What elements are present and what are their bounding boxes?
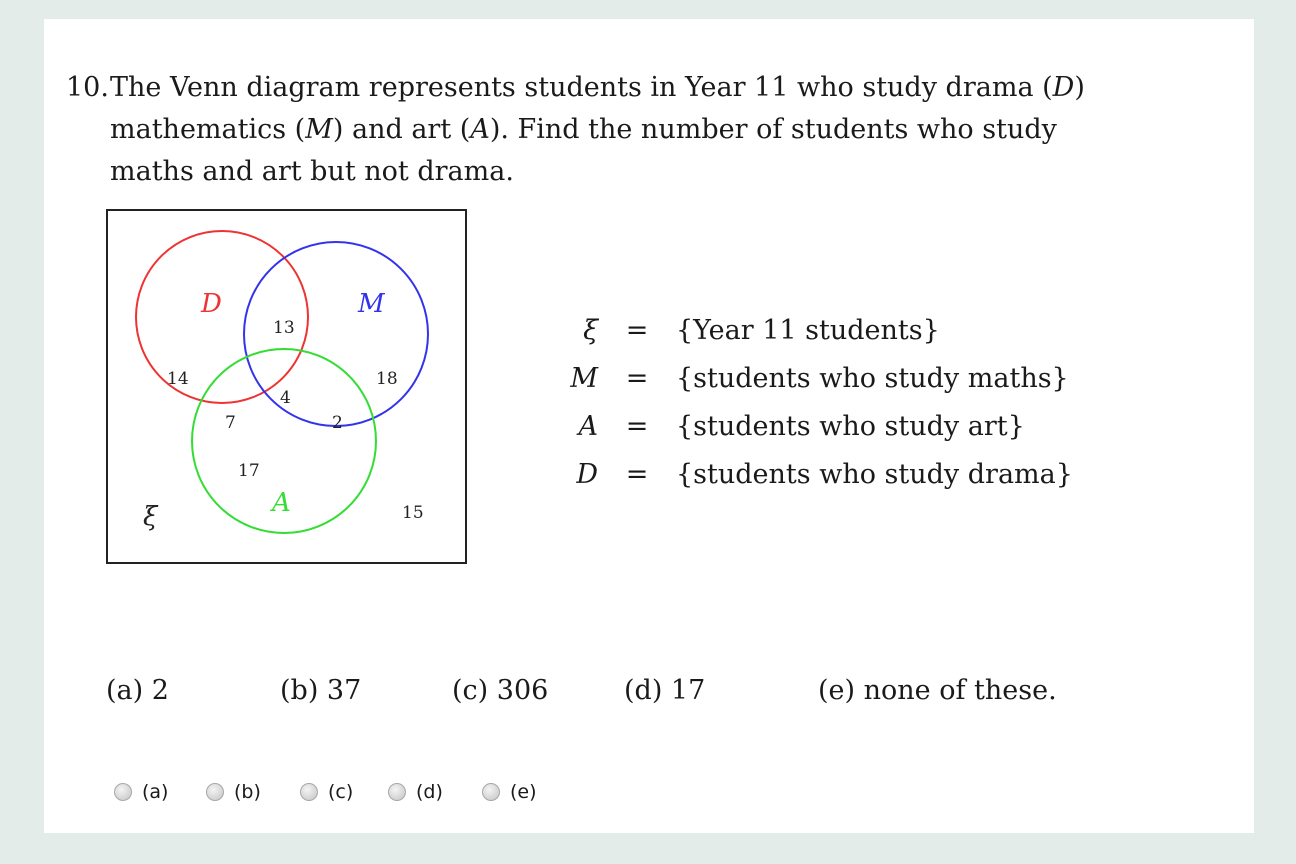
- radio-option-d[interactable]: [388, 781, 443, 803]
- definition-symbol: A: [578, 411, 598, 442]
- radio-option-b[interactable]: [206, 781, 261, 803]
- definition-row-drama: [544, 451, 1073, 499]
- question-number: 10.: [66, 72, 109, 103]
- answer-choices: [106, 675, 1206, 715]
- question-line-2-mid: ) and art (: [332, 114, 471, 145]
- definition-row-art: [544, 403, 1073, 451]
- venn-region-m-a: 2: [332, 413, 343, 433]
- question-card: [44, 19, 1254, 833]
- radio-button-a[interactable]: [114, 783, 132, 801]
- radio-button-d[interactable]: [388, 783, 406, 801]
- set-definitions: [544, 307, 1073, 499]
- venn-region-d-a: 7: [225, 413, 236, 433]
- radio-button-c[interactable]: [300, 783, 318, 801]
- venn-region-d-only: 14: [167, 369, 189, 389]
- definition-row-maths: [544, 355, 1073, 403]
- venn-region-all: 4: [280, 388, 291, 408]
- question-line-2: [66, 109, 1146, 151]
- radio-label-e: (e): [510, 781, 537, 803]
- venn-circle-drama: [136, 231, 308, 403]
- definition-value: {students who study drama}: [676, 459, 1073, 490]
- question-line-2-symbol-2: A: [470, 114, 490, 145]
- venn-diagram: [106, 209, 470, 567]
- question-line-1-post: ): [1074, 72, 1085, 103]
- question-line-1: [66, 67, 1146, 109]
- radio-button-e[interactable]: [482, 783, 500, 801]
- venn-region-outside: 15: [402, 503, 424, 523]
- choice-c: (c) 306: [452, 675, 549, 706]
- choice-a: (a) 2: [106, 675, 169, 706]
- definition-value: {students who study maths}: [676, 363, 1069, 394]
- choice-b: (b) 37: [280, 675, 362, 706]
- definition-row-universal: [544, 307, 1073, 355]
- radio-label-d: (d): [416, 781, 443, 803]
- venn-region-d-m: 13: [273, 318, 295, 338]
- definition-equals: =: [625, 411, 649, 442]
- definition-equals: =: [625, 315, 649, 346]
- radio-label-a: (a): [142, 781, 169, 803]
- definition-value: {Year 11 students}: [676, 315, 940, 346]
- question-line-3: maths and art but not drama.: [110, 156, 514, 187]
- definition-equals: =: [625, 363, 649, 394]
- radio-option-e[interactable]: [482, 781, 537, 803]
- definition-value: {students who study art}: [676, 411, 1025, 442]
- definition-symbol: ξ: [583, 315, 598, 346]
- radio-option-a[interactable]: [114, 781, 168, 803]
- venn-label-art: A: [272, 488, 291, 518]
- radio-button-b[interactable]: [206, 783, 224, 801]
- venn-region-m-only: 18: [376, 369, 398, 389]
- venn-region-a-only: 17: [238, 461, 260, 481]
- choice-d: (d) 17: [624, 675, 706, 706]
- radio-label-c: (c): [328, 781, 354, 803]
- question-line-2-post: ). Find the number of students who study: [489, 114, 1057, 145]
- question-line-2-pre: mathematics (: [110, 114, 306, 145]
- choice-e: (e) none of these.: [818, 675, 1057, 706]
- question-line-1-symbol: D: [1052, 72, 1075, 103]
- radio-label-b: (b): [234, 781, 261, 803]
- definition-equals: =: [625, 459, 649, 490]
- definition-symbol: M: [570, 363, 598, 394]
- venn-circle-maths: [244, 242, 428, 426]
- definition-symbol: D: [576, 459, 598, 490]
- question-line-2-symbol-1: M: [305, 114, 333, 145]
- question-text: [66, 67, 1146, 193]
- venn-label-maths: M: [358, 289, 385, 319]
- venn-label-drama: D: [201, 289, 222, 319]
- question-line-1-pre: The Venn diagram represents students in Year 11 who study drama (: [110, 72, 1053, 103]
- venn-universal-symbol: ξ: [143, 502, 158, 532]
- radio-option-c[interactable]: [300, 781, 353, 803]
